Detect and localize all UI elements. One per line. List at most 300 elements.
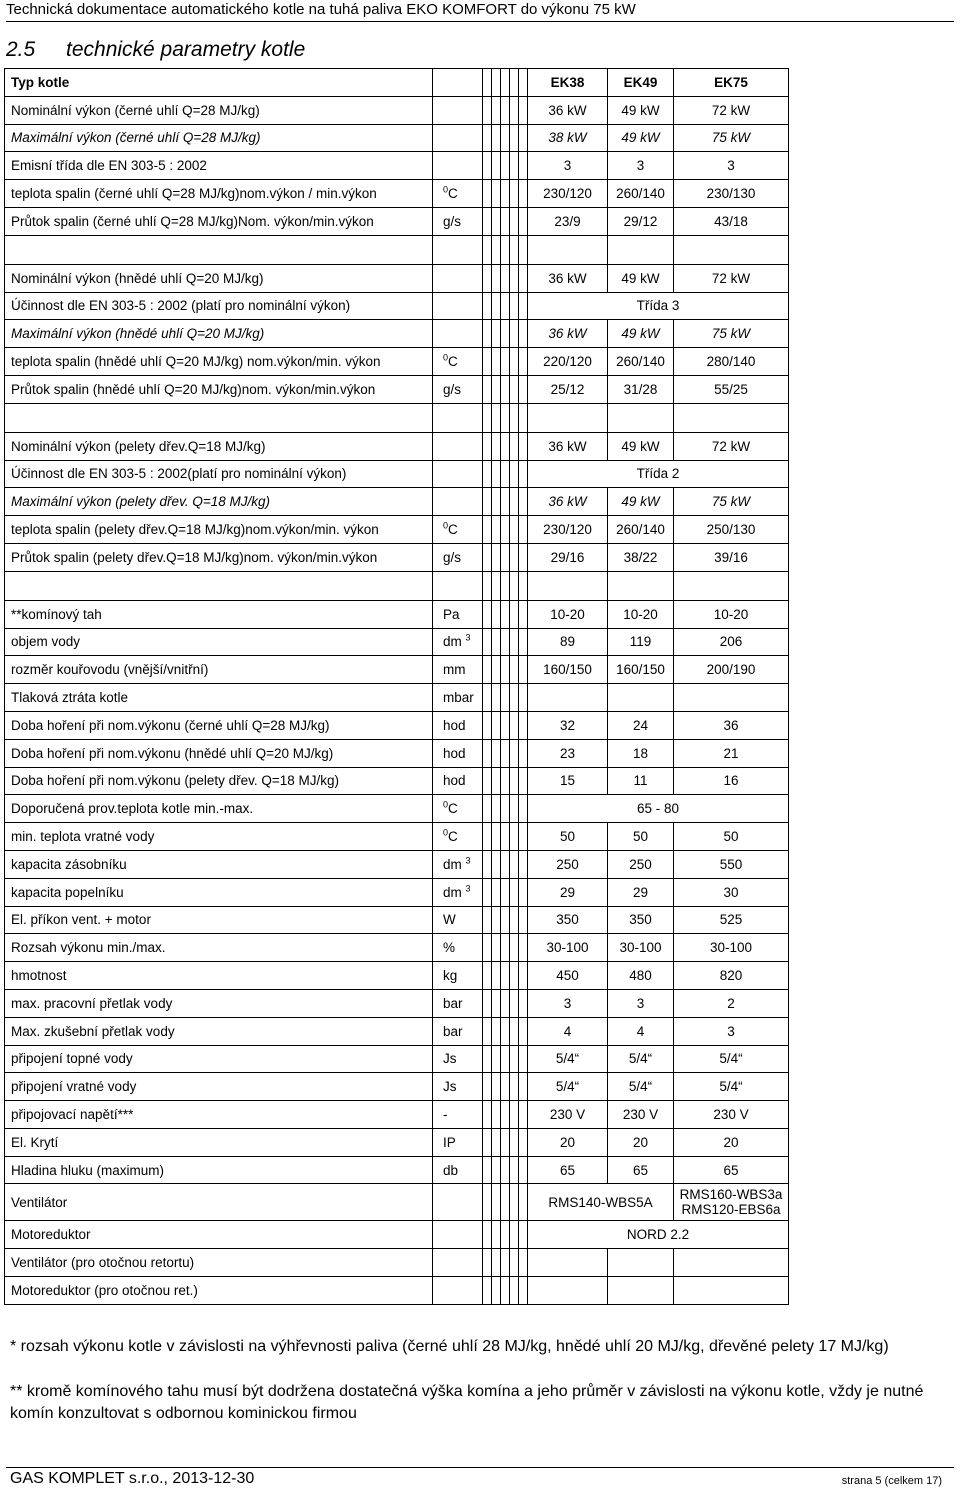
value-cell: 23	[528, 739, 608, 767]
value-cell	[674, 684, 789, 712]
spacer-cell	[483, 1249, 492, 1277]
spacer-cell	[483, 934, 492, 962]
spacer-cell	[492, 292, 501, 320]
spacer-cell	[501, 543, 510, 571]
unit-cell	[433, 292, 483, 320]
table-row	[5, 543, 789, 571]
spacer-cell	[501, 69, 510, 97]
table-row	[5, 180, 789, 208]
parameter-label: Maximální výkon (hnědé uhlí Q=20 MJ/kg)	[5, 320, 433, 348]
spacer-cell	[501, 432, 510, 460]
spacer-cell	[510, 264, 519, 292]
value-cell: 65	[674, 1156, 789, 1184]
unit-cell	[433, 152, 483, 180]
spacer-cell	[501, 1221, 510, 1249]
parameter-label: Typ kotle	[5, 69, 433, 97]
value-cell: 250	[528, 850, 608, 878]
spacer-cell	[501, 207, 510, 235]
spacer-cell	[483, 1221, 492, 1249]
spacer-cell	[492, 124, 501, 152]
value-cell: 72 kW	[674, 96, 789, 124]
table-row	[5, 1249, 789, 1277]
spacer-cell	[519, 96, 528, 124]
spacer-cell	[510, 878, 519, 906]
parameter-label: objem vody	[5, 628, 433, 656]
spacer-cell	[519, 543, 528, 571]
table-row	[5, 432, 789, 460]
document-header-title: Technická dokumentace automatického kotle na tuhá paliva EKO KOMFORT do výkonu 75 kW	[6, 1, 636, 18]
spacer-cell	[501, 1045, 510, 1073]
unit-cell	[433, 320, 483, 348]
value-cell: 160/150	[608, 656, 674, 684]
unit-cell: mbar	[433, 684, 483, 712]
value-cell: 36 kW	[528, 320, 608, 348]
unit-cell: Js	[433, 1073, 483, 1101]
value-cell: 32	[528, 711, 608, 739]
unit-cell	[433, 432, 483, 460]
spacer-cell	[510, 488, 519, 516]
empty-cell	[433, 571, 483, 600]
spacer-cell	[483, 516, 492, 544]
spacer-cell	[492, 375, 501, 403]
unit-superscript: 0	[443, 184, 449, 195]
parameter-label: teplota spalin (hnědé uhlí Q=20 MJ/kg) nom.výkon/min. výkon	[5, 348, 433, 376]
table-row	[5, 348, 789, 376]
value-cell: 2	[674, 989, 789, 1017]
spacer-cell	[492, 1017, 501, 1045]
spacer-cell	[510, 989, 519, 1017]
unit-superscript: 0	[443, 827, 449, 838]
table-row	[5, 1101, 789, 1129]
table-row	[5, 264, 789, 292]
unit-cell: bar	[433, 989, 483, 1017]
spacer-cell	[519, 1073, 528, 1101]
spacer-cell	[501, 1073, 510, 1101]
spacer-cell	[510, 180, 519, 208]
spacer-cell	[483, 403, 492, 432]
spacer-cell	[501, 684, 510, 712]
value-cell: 260/140	[608, 180, 674, 208]
table-row	[5, 488, 789, 516]
table-row	[5, 1045, 789, 1073]
value-cell: 29/12	[608, 207, 674, 235]
spacer-cell	[492, 516, 501, 544]
table-row	[5, 1128, 789, 1156]
spacer-cell	[510, 403, 519, 432]
unit-cell: bar	[433, 1017, 483, 1045]
value-cell: 5/4“	[608, 1045, 674, 1073]
spacer-cell	[501, 460, 510, 488]
spacer-cell	[519, 180, 528, 208]
spacer-cell	[483, 292, 492, 320]
spacer-cell	[519, 823, 528, 851]
spacer-cell	[519, 207, 528, 235]
spacer-cell	[519, 235, 528, 264]
spacer-cell	[510, 152, 519, 180]
value-cell: 3	[674, 1017, 789, 1045]
spacer-cell	[501, 656, 510, 684]
unit-cell: g/s	[433, 375, 483, 403]
value-cell: 49 kW	[608, 96, 674, 124]
table-row	[5, 850, 789, 878]
spacer-cell	[510, 962, 519, 990]
parameter-label: Emisní třída dle EN 303-5 : 2002	[5, 152, 433, 180]
table-row	[5, 375, 789, 403]
parameter-label: připojovací napětí***	[5, 1101, 433, 1129]
spacer-cell	[501, 1101, 510, 1129]
spacer-cell	[510, 1073, 519, 1101]
empty-cell	[528, 571, 608, 600]
spacer-cell	[519, 600, 528, 628]
table-row	[5, 906, 789, 934]
value-cell: 119	[608, 628, 674, 656]
spacer-cell	[492, 850, 501, 878]
parameter-label: kapacita popelníku	[5, 878, 433, 906]
value-cell: 230/120	[528, 516, 608, 544]
footer-page-number: strana 5 (celkem 17)	[841, 1475, 942, 1487]
spacer-cell	[492, 628, 501, 656]
section-title: technické parametry kotle	[66, 38, 306, 61]
value-cell: 55/25	[674, 375, 789, 403]
spacer-cell	[492, 934, 501, 962]
spacer-cell	[501, 739, 510, 767]
parameter-label: El. příkon vent. + motor	[5, 906, 433, 934]
value-cell: 550	[674, 850, 789, 878]
spacer-cell	[483, 767, 492, 795]
parameter-label: Účinnost dle EN 303-5 : 2002(platí pro nominální výkon)	[5, 460, 433, 488]
spacer-cell	[483, 600, 492, 628]
spacer-cell	[492, 1128, 501, 1156]
spacer-cell	[483, 1156, 492, 1184]
spacer-cell	[483, 460, 492, 488]
value-cell: 18	[608, 739, 674, 767]
spacer-cell	[519, 571, 528, 600]
unit-cell: IP	[433, 1128, 483, 1156]
empty-cell	[674, 235, 789, 264]
value-cell: 280/140	[674, 348, 789, 376]
technical-parameters-table	[4, 68, 789, 1305]
empty-cell	[608, 235, 674, 264]
spacer-cell	[519, 403, 528, 432]
spacer-cell	[483, 850, 492, 878]
unit-cell: hod	[433, 767, 483, 795]
unit-main: C	[448, 354, 458, 370]
unit-cell: g/s	[433, 543, 483, 571]
spacer-cell	[501, 1156, 510, 1184]
spacer-cell	[501, 96, 510, 124]
table-row	[5, 403, 789, 432]
parameter-label: Rozsah výkonu min./max.	[5, 934, 433, 962]
parameter-label: Motoreduktor	[5, 1221, 433, 1249]
value-cell: 30-100	[674, 934, 789, 962]
spacer-cell	[483, 543, 492, 571]
spacer-cell	[501, 600, 510, 628]
merged-value: Třída 2	[528, 460, 789, 488]
table-row	[5, 292, 789, 320]
parameter-label: min. teplota vratné vody	[5, 823, 433, 851]
spacer-cell	[519, 934, 528, 962]
value-cell: 3	[528, 989, 608, 1017]
spacer-cell	[519, 1017, 528, 1045]
spacer-cell	[492, 739, 501, 767]
spacer-cell	[510, 684, 519, 712]
spacer-cell	[501, 1184, 510, 1221]
spacer-cell	[501, 488, 510, 516]
value-cell: 75 kW	[674, 488, 789, 516]
spacer-cell	[483, 571, 492, 600]
table-row	[5, 235, 789, 264]
table-row	[5, 1184, 789, 1221]
parameter-label: Max. zkušební přetlak vody	[5, 1017, 433, 1045]
spacer-cell	[510, 1277, 519, 1305]
spacer-cell	[483, 711, 492, 739]
unit-main: C	[448, 801, 458, 817]
value-cell: 50	[528, 823, 608, 851]
value-cell: 72 kW	[674, 432, 789, 460]
parameter-label: Průtok spalin (černé uhlí Q=28 MJ/kg)Nom. výkon/min.výkon	[5, 207, 433, 235]
parameter-label: Doba hoření při nom.výkonu (pelety dřev. Q=18 MJ/kg)	[5, 767, 433, 795]
spacer-cell	[510, 850, 519, 878]
unit-cell: hod	[433, 739, 483, 767]
parameter-label: kapacita zásobníku	[5, 850, 433, 878]
spacer-cell	[519, 962, 528, 990]
value-cell: 5/4“	[528, 1045, 608, 1073]
table-row	[5, 69, 789, 97]
value-cell: 10-20	[608, 600, 674, 628]
spacer-cell	[501, 348, 510, 376]
parameter-label: Nominální výkon (hnědé uhlí Q=20 MJ/kg)	[5, 264, 433, 292]
value-cell: 65	[528, 1156, 608, 1184]
spacer-cell	[483, 656, 492, 684]
spacer-cell	[492, 571, 501, 600]
spacer-cell	[492, 711, 501, 739]
table-row	[5, 1156, 789, 1184]
unit-cell	[433, 180, 483, 208]
spacer-cell	[501, 292, 510, 320]
empty-cell	[608, 403, 674, 432]
spacer-cell	[510, 1249, 519, 1277]
spacer-cell	[519, 1128, 528, 1156]
value-cell: EK75	[674, 69, 789, 97]
value-cell	[674, 1249, 789, 1277]
spacer-cell	[501, 711, 510, 739]
unit-cell: mm	[433, 656, 483, 684]
table-row	[5, 1221, 789, 1249]
spacer-cell	[483, 152, 492, 180]
parameter-label: Tlaková ztráta kotle	[5, 684, 433, 712]
value-cell: 5/4“	[528, 1073, 608, 1101]
table-row	[5, 656, 789, 684]
spacer-cell	[483, 962, 492, 990]
spacer-cell	[519, 850, 528, 878]
spacer-cell	[501, 320, 510, 348]
parameter-label: El. Krytí	[5, 1128, 433, 1156]
value-cell: 450	[528, 962, 608, 990]
parameter-label: hmotnost	[5, 962, 433, 990]
spacer-cell	[519, 989, 528, 1017]
parameter-label: teplota spalin (pelety dřev.Q=18 MJ/kg)nom.výkon/min. výkon	[5, 516, 433, 544]
parameter-label: Ventilátor	[5, 1184, 433, 1221]
unit-cell	[433, 264, 483, 292]
spacer-cell	[483, 432, 492, 460]
value-cell: 4	[608, 1017, 674, 1045]
unit-cell	[433, 69, 483, 97]
spacer-cell	[501, 962, 510, 990]
table-row	[5, 96, 789, 124]
empty-cell	[433, 235, 483, 264]
fan-model-ek75	[674, 1184, 789, 1221]
unit-cell	[433, 96, 483, 124]
value-cell: 39/16	[674, 543, 789, 571]
value-cell: 250	[608, 850, 674, 878]
value-cell: 25/12	[528, 375, 608, 403]
spacer-cell	[501, 516, 510, 544]
unit-superscript: 0	[443, 520, 449, 531]
spacer-cell	[492, 264, 501, 292]
spacer-cell	[510, 1128, 519, 1156]
spacer-cell	[519, 878, 528, 906]
table-row	[5, 767, 789, 795]
spacer-cell	[492, 795, 501, 823]
spacer-cell	[519, 628, 528, 656]
unit-cell: kg	[433, 962, 483, 990]
unit-cell	[433, 628, 483, 656]
value-cell: 49 kW	[608, 124, 674, 152]
table-row	[5, 460, 789, 488]
spacer-cell	[501, 1017, 510, 1045]
spacer-cell	[492, 152, 501, 180]
table-row	[5, 934, 789, 962]
unit-cell	[433, 460, 483, 488]
unit-main: C	[448, 829, 458, 845]
unit-cell	[433, 1221, 483, 1249]
spacer-cell	[510, 600, 519, 628]
value-cell: 206	[674, 628, 789, 656]
spacer-cell	[510, 235, 519, 264]
value-cell: 31/28	[608, 375, 674, 403]
parameter-label: Doba hoření při nom.výkonu (černé uhlí Q=28 MJ/kg)	[5, 711, 433, 739]
spacer-cell	[501, 934, 510, 962]
value-cell: 820	[674, 962, 789, 990]
spacer-cell	[492, 96, 501, 124]
spacer-cell	[501, 767, 510, 795]
parameter-label: Motoreduktor (pro otočnou ret.)	[5, 1277, 433, 1305]
spacer-cell	[519, 684, 528, 712]
spacer-cell	[492, 906, 501, 934]
parameter-label: připojení vratné vody	[5, 1073, 433, 1101]
table-row	[5, 1073, 789, 1101]
spacer-cell	[519, 152, 528, 180]
parameter-label: Maximální výkon (pelety dřev. Q=18 MJ/kg)	[5, 488, 433, 516]
table-row	[5, 152, 789, 180]
spacer-cell	[510, 516, 519, 544]
spacer-cell	[501, 628, 510, 656]
parameter-label: max. pracovní přetlak vody	[5, 989, 433, 1017]
unit-cell	[433, 795, 483, 823]
spacer-cell	[492, 767, 501, 795]
spacer-cell	[483, 739, 492, 767]
unit-superscript: 0	[443, 352, 449, 363]
value-cell: 38/22	[608, 543, 674, 571]
value-cell: 36 kW	[528, 488, 608, 516]
value-cell: 230 V	[608, 1101, 674, 1129]
value-cell: 4	[528, 1017, 608, 1045]
spacer-cell	[501, 850, 510, 878]
spacer-cell	[501, 795, 510, 823]
value-cell: 43/18	[674, 207, 789, 235]
spacer-cell	[501, 375, 510, 403]
spacer-cell	[492, 1045, 501, 1073]
spacer-cell	[483, 1277, 492, 1305]
parameter-label: teplota spalin (černé uhlí Q=28 MJ/kg)nom.výkon / min.výkon	[5, 180, 433, 208]
value-cell: 250/130	[674, 516, 789, 544]
table-row	[5, 600, 789, 628]
spacer-cell	[510, 1221, 519, 1249]
value-cell: 350	[528, 906, 608, 934]
empty-cell	[528, 235, 608, 264]
spacer-cell	[510, 348, 519, 376]
spacer-cell	[519, 1156, 528, 1184]
spacer-cell	[492, 432, 501, 460]
unit-cell	[433, 124, 483, 152]
parameter-label: **komínový tah	[5, 600, 433, 628]
spacer-cell	[519, 124, 528, 152]
value-cell: 75 kW	[674, 320, 789, 348]
spacer-cell	[501, 878, 510, 906]
table-row	[5, 711, 789, 739]
value-cell: 89	[528, 628, 608, 656]
empty-cell	[674, 571, 789, 600]
parameter-label: Hladina hluku (maximum)	[5, 1156, 433, 1184]
value-cell: 5/4“	[608, 1073, 674, 1101]
value-cell: 36	[674, 711, 789, 739]
spacer-cell	[510, 795, 519, 823]
table-row	[5, 571, 789, 600]
spacer-cell	[483, 124, 492, 152]
unit-cell: Pa	[433, 600, 483, 628]
spacer-cell	[501, 1277, 510, 1305]
value-cell	[528, 684, 608, 712]
spacer-cell	[519, 739, 528, 767]
spacer-cell	[510, 69, 519, 97]
footnote-chimney-draft: ** kromě komínového tahu musí být dodržena dostatečná výška komína a jeho průměr v závislosti na výkonu kotle, vždy je nutné komín konzultovat s odbornou kominickou firmou	[10, 1383, 924, 1422]
table-row	[5, 739, 789, 767]
footnote-power-range: * rozsah výkonu kotle v závislosti na výhřevnosti paliva (černé uhlí 28 MJ/kg, hnědé uhlí 20 MJ/kg, dřevěné pelety 17 MJ/kg)	[10, 1338, 889, 1355]
value-cell: 15	[528, 767, 608, 795]
spacer-cell	[483, 264, 492, 292]
spacer-cell	[483, 375, 492, 403]
spacer-cell	[483, 795, 492, 823]
spacer-cell	[519, 1277, 528, 1305]
spacer-cell	[483, 180, 492, 208]
spacer-cell	[483, 1073, 492, 1101]
spacer-cell	[492, 1101, 501, 1129]
spacer-cell	[510, 1184, 519, 1221]
parameter-label: Průtok spalin (pelety dřev.Q=18 MJ/kg)nom. výkon/min.výkon	[5, 543, 433, 571]
spacer-cell	[501, 180, 510, 208]
value-cell: 350	[608, 906, 674, 934]
spacer-cell	[510, 571, 519, 600]
table-row	[5, 320, 789, 348]
fan-model-line: RMS120-EBS6a	[681, 1202, 781, 1218]
value-cell: 5/4“	[674, 1045, 789, 1073]
spacer-cell	[519, 711, 528, 739]
spacer-cell	[492, 207, 501, 235]
table-row	[5, 628, 789, 656]
spacer-cell	[483, 235, 492, 264]
spacer-cell	[483, 1128, 492, 1156]
empty-cell	[5, 403, 433, 432]
